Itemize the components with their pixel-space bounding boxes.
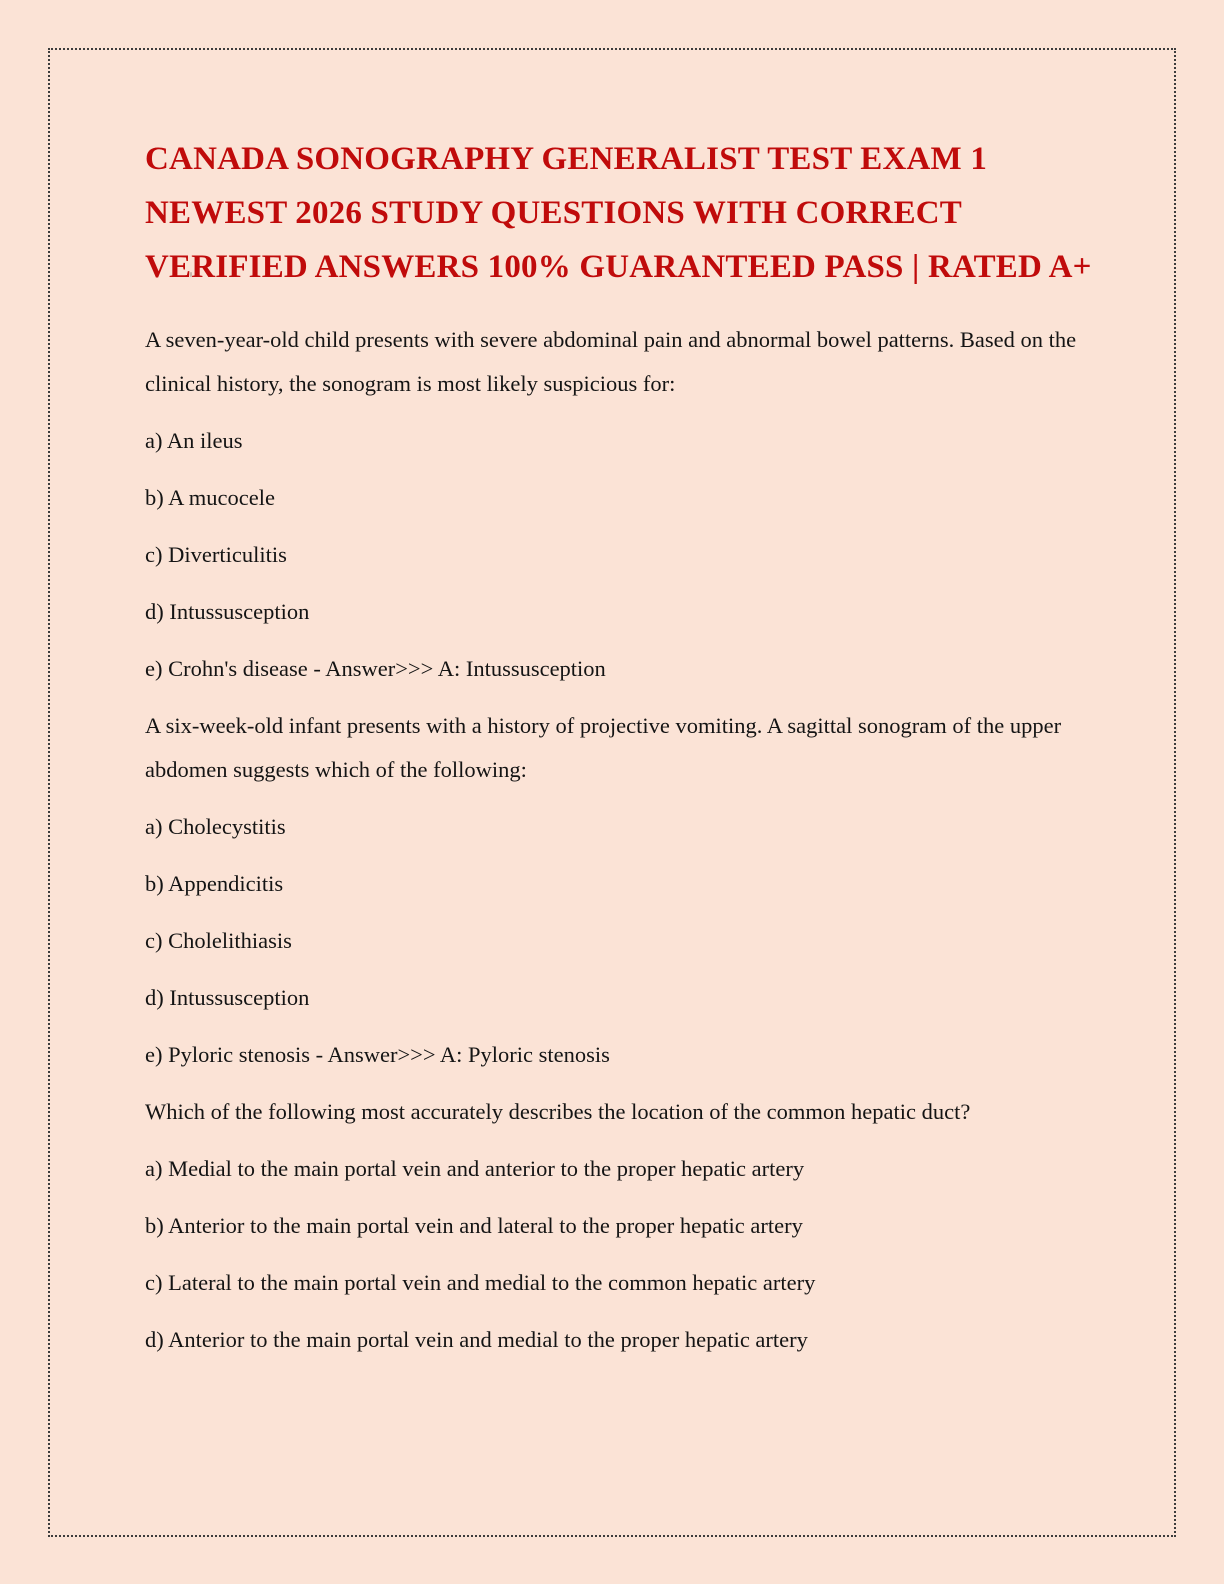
question-2-option-c: c) Cholelithiasis (145, 928, 292, 953)
question-1 (145, 318, 1080, 691)
question-1-option-e-with-answer: e) Crohn's disease - Answer>>> A: Intussusception (145, 656, 606, 681)
question-3-stem: Which of the following most accurately describes the location of the common hepatic duct? (145, 1099, 971, 1124)
document-title-line-2: NEWEST 2026 STUDY QUESTIONS WITH CORRECT (145, 195, 963, 231)
page-border-frame (48, 48, 1176, 1537)
document-title-line-1: CANADA SONOGRAPHY GENERALIST TEST EXAM 1 (145, 141, 988, 177)
question-1-option-c: c) Diverticulitis (145, 542, 287, 567)
question-2 (145, 704, 1080, 1077)
question-3-option-d: d) Anterior to the main portal vein and medial to the proper hepatic artery (145, 1327, 808, 1352)
question-3 (145, 1090, 1080, 1362)
question-2-option-a: a) Cholecystitis (145, 814, 286, 839)
question-2-option-e-with-answer: e) Pyloric stenosis - Answer>>> A: Pyloric stenosis (145, 1042, 610, 1067)
document-content (145, 132, 1092, 1375)
question-2-option-b: b) Appendicitis (145, 871, 284, 896)
document-title (145, 132, 1092, 294)
question-1-option-b: b) A mucocele (145, 485, 275, 510)
question-1-option-d: d) Intussusception (145, 599, 310, 624)
question-3-option-b: b) Anterior to the main portal vein and lateral to the proper hepatic artery (145, 1213, 803, 1238)
question-2-option-d: d) Intussusception (145, 985, 310, 1010)
question-1-option-a: a) An ileus (145, 428, 243, 453)
document-title-line-3: VERIFIED ANSWERS 100% GUARANTEED PASS | RATED A+ (145, 249, 1092, 285)
question-1-stem: A seven-year-old child presents with severe abdominal pain and abnormal bowel patterns. Based on the clinical history, the sonogram is most likely suspicious for: (145, 327, 1077, 396)
question-3-option-c: c) Lateral to the main portal vein and medial to the common hepatic artery (145, 1270, 816, 1295)
question-3-option-a: a) Medial to the main portal vein and anterior to the proper hepatic artery (145, 1156, 805, 1181)
question-2-stem: A six-week-old infant presents with a history of projective vomiting. A sagittal sonogram of the upper abdomen suggests which of the following: (145, 713, 1062, 782)
